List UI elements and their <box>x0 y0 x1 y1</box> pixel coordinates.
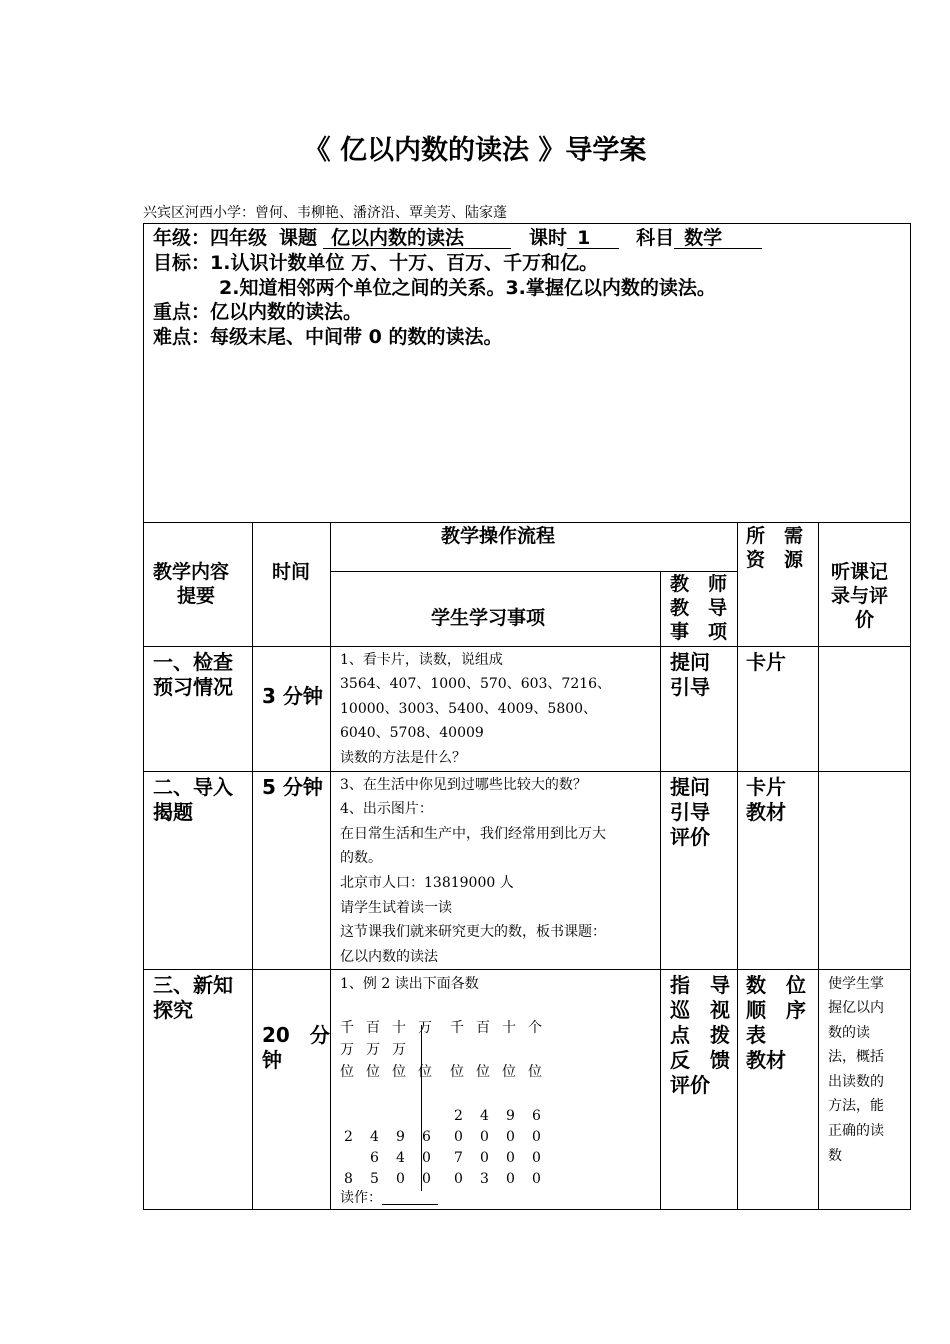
row1-teacher-1: 提问 <box>670 650 710 674</box>
place-bottom: 位 <box>392 1064 406 1080</box>
header-student: 学生学习事项 <box>431 607 546 629</box>
row1-student-2: 3564、407、1000、570、603、7216、 <box>340 676 612 692</box>
header-flow: 教学操作流程 <box>441 525 556 547</box>
header-notes-1: 听课记 <box>831 561 889 583</box>
row3-time-1: 20 分 <box>262 1023 330 1047</box>
place-bottom: 位 <box>366 1064 380 1080</box>
row2-student-2: 4、出示图片： <box>340 801 433 817</box>
row2-resource-1: 卡片 <box>746 775 786 799</box>
row3-note-8: 数 <box>828 1148 842 1164</box>
place-bottom: 位 <box>528 1064 542 1080</box>
header-notes-3: 价 <box>855 609 875 631</box>
row2-content-1: 二、导入 <box>153 775 233 799</box>
row3-resource-4: 教材 <box>746 1048 786 1072</box>
row3-note-6: 方法，能 <box>828 1098 884 1114</box>
number-digit: 0 <box>532 1129 541 1145</box>
header-teacher-3: 事 项 <box>670 621 728 643</box>
header-resources-2: 资 源 <box>746 549 804 571</box>
goal-line <box>153 252 598 274</box>
row1-student-5: 读数的方法是什么？ <box>340 750 466 766</box>
subject-value: 数学 <box>674 227 762 249</box>
subject-label: 科目 <box>636 227 675 249</box>
table-divider <box>252 522 253 1210</box>
row3-resource-1: 数 位 <box>746 973 806 997</box>
topic-value: 亿以内数的读法 <box>323 227 511 249</box>
table-divider <box>330 522 331 1210</box>
number-digit: 6 <box>422 1129 431 1145</box>
row2-time: 5 分钟 <box>262 775 323 799</box>
place-bottom: 位 <box>476 1064 490 1080</box>
place-mid: 万 <box>366 1042 380 1058</box>
goal-label: 目标： <box>153 252 211 274</box>
place-top: 千 <box>340 1020 354 1036</box>
number-digit: 0 <box>396 1171 405 1187</box>
table-divider <box>660 571 661 1210</box>
difficult-label: 难点： <box>153 326 211 348</box>
number-digit: 8 <box>344 1171 353 1187</box>
goal-2: 2.知道相邻两个单位之间的关系。3.掌握亿以内数的读法。 <box>219 277 716 299</box>
row3-note-3: 数的读 <box>828 1025 870 1041</box>
row3-student-intro: 1、例 2 读出下面各数 <box>340 976 479 992</box>
row2-resource-2: 教材 <box>746 800 786 824</box>
header-teacher-1: 教 师 <box>670 573 728 595</box>
read-label: 读作： <box>340 1190 382 1206</box>
read-line <box>340 1186 438 1211</box>
header-content-2: 提要 <box>177 585 216 607</box>
number-digit: 0 <box>506 1171 515 1187</box>
number-digit: 2 <box>454 1108 463 1124</box>
row1-content-2: 预习情况 <box>153 675 233 699</box>
row3-teacher-1: 指 导 <box>670 973 730 997</box>
row2-student-8: 亿以内数的读法 <box>340 949 438 965</box>
number-digit: 7 <box>454 1150 463 1166</box>
row1-student-1: 1、看卡片，读数，说组成 <box>340 652 503 668</box>
row2-student-7: 这节课我们就来研究更大的数，板书课题： <box>340 924 606 940</box>
place-top: 个 <box>528 1020 542 1036</box>
row2-student-5: 北京市人口：13819000 人 <box>340 875 514 891</box>
number-digit: 0 <box>422 1171 431 1187</box>
table-divider <box>737 522 738 1210</box>
header-notes-2: 录与评 <box>831 585 889 607</box>
row3-note-4: 法，概括 <box>828 1049 884 1065</box>
row2-student-3: 在日常生活和生产中，我们经常用到比万大 <box>340 826 606 842</box>
table-divider <box>143 969 911 970</box>
row1-content-1: 一、检查 <box>153 650 233 674</box>
period-label: 课时 <box>529 227 568 249</box>
grade-label: 年级： <box>153 227 211 249</box>
place-bottom: 位 <box>502 1064 516 1080</box>
place-top: 百 <box>476 1020 490 1036</box>
period-value: 1 <box>567 227 619 249</box>
table-divider <box>143 771 911 772</box>
header-resources-1: 所 需 <box>746 525 804 547</box>
row3-content-1: 三、新知 <box>153 973 233 997</box>
place-top: 千 <box>450 1020 464 1036</box>
number-digit: 4 <box>480 1108 489 1124</box>
row3-teacher-5: 评价 <box>670 1073 710 1097</box>
difficult-line <box>153 326 502 348</box>
info-line <box>153 227 762 249</box>
row2-teacher-1: 提问 <box>670 775 710 799</box>
number-digit: 5 <box>370 1171 379 1187</box>
topic-label: 课题 <box>279 227 318 249</box>
row3-teacher-4: 反 馈 <box>670 1048 730 1072</box>
row3-content-2: 探究 <box>153 998 193 1022</box>
number-digit: 0 <box>422 1150 431 1166</box>
row2-student-6: 请学生试着读一读 <box>340 900 452 916</box>
row3-teacher-2: 巡 视 <box>670 998 730 1022</box>
number-digit: 0 <box>506 1129 515 1145</box>
place-top: 十 <box>392 1020 406 1036</box>
number-digit: 0 <box>454 1171 463 1187</box>
key-label: 重点： <box>153 301 211 323</box>
row2-teacher-2: 引导 <box>670 800 710 824</box>
row3-note-1: 使学生掌 <box>828 976 884 992</box>
place-bottom: 位 <box>340 1064 354 1080</box>
number-digit: 0 <box>506 1150 515 1166</box>
number-digit: 4 <box>370 1129 379 1145</box>
number-digit: 3 <box>480 1171 489 1187</box>
grade-value: 四年级 <box>210 227 268 249</box>
authors-line: 兴宾区河西小学：曾何、韦柳艳、潘济沿、覃美芳、陆家蓬 <box>143 205 507 221</box>
key-point: 亿以内数的读法。 <box>210 301 363 323</box>
header-teacher-2: 教 导 <box>670 597 728 619</box>
number-digit: 0 <box>480 1129 489 1145</box>
place-mid: 万 <box>392 1042 406 1058</box>
page-title: 《 亿以内数的读法 》导学案 <box>303 135 647 166</box>
row3-teacher-3: 点 拨 <box>670 1023 730 1047</box>
place-top: 万 <box>418 1020 432 1036</box>
row3-resource-3: 表 <box>746 1023 766 1047</box>
goal-1: 1.认识计数单位 万、十万、百万、千万和亿。 <box>210 252 599 274</box>
row2-student-4: 的数。 <box>340 850 382 866</box>
number-digit: 9 <box>396 1129 405 1145</box>
table-divider <box>330 571 737 572</box>
row2-student-1: 3、在生活中你见到过哪些比较大的数？ <box>340 777 587 793</box>
number-digit: 0 <box>532 1150 541 1166</box>
number-digit: 0 <box>480 1150 489 1166</box>
number-digit: 0 <box>454 1129 463 1145</box>
place-mid: 万 <box>340 1042 354 1058</box>
place-bottom: 位 <box>418 1064 432 1080</box>
row3-resource-2: 顺 序 <box>746 998 806 1022</box>
row3-note-2: 握亿以内 <box>828 1000 884 1016</box>
row2-teacher-3: 评价 <box>670 825 710 849</box>
row1-teacher-2: 引导 <box>670 675 710 699</box>
difficult-point: 每级末尾、中间带 0 的数的读法。 <box>210 326 503 348</box>
number-digit: 4 <box>396 1150 405 1166</box>
number-digit: 6 <box>370 1150 379 1166</box>
header-content-1: 教学内容 <box>153 561 230 583</box>
row1-student-3: 10000、3003、5400、4009、5800、 <box>340 701 598 717</box>
number-digit: 9 <box>506 1108 515 1124</box>
table-divider <box>143 646 911 647</box>
number-digit: 2 <box>344 1129 353 1145</box>
number-digit: 0 <box>532 1171 541 1187</box>
row1-time: 3 分钟 <box>262 684 323 708</box>
row1-resource-1: 卡片 <box>746 650 786 674</box>
place-top: 百 <box>366 1020 380 1036</box>
table-divider <box>143 522 911 523</box>
place-top: 十 <box>502 1020 516 1036</box>
place-bottom: 位 <box>450 1064 464 1080</box>
read-blank[interactable] <box>382 1186 438 1205</box>
row1-student-4: 6040、5708、40009 <box>340 725 484 741</box>
row3-note-5: 出读数的 <box>828 1074 884 1090</box>
row3-time-2: 钟 <box>262 1048 282 1072</box>
row2-content-2: 揭题 <box>153 800 193 824</box>
header-time: 时间 <box>272 561 311 583</box>
table-divider <box>818 522 819 1210</box>
number-digit: 6 <box>532 1108 541 1124</box>
key-line <box>153 301 362 323</box>
row3-note-7: 正确的读 <box>828 1123 884 1139</box>
